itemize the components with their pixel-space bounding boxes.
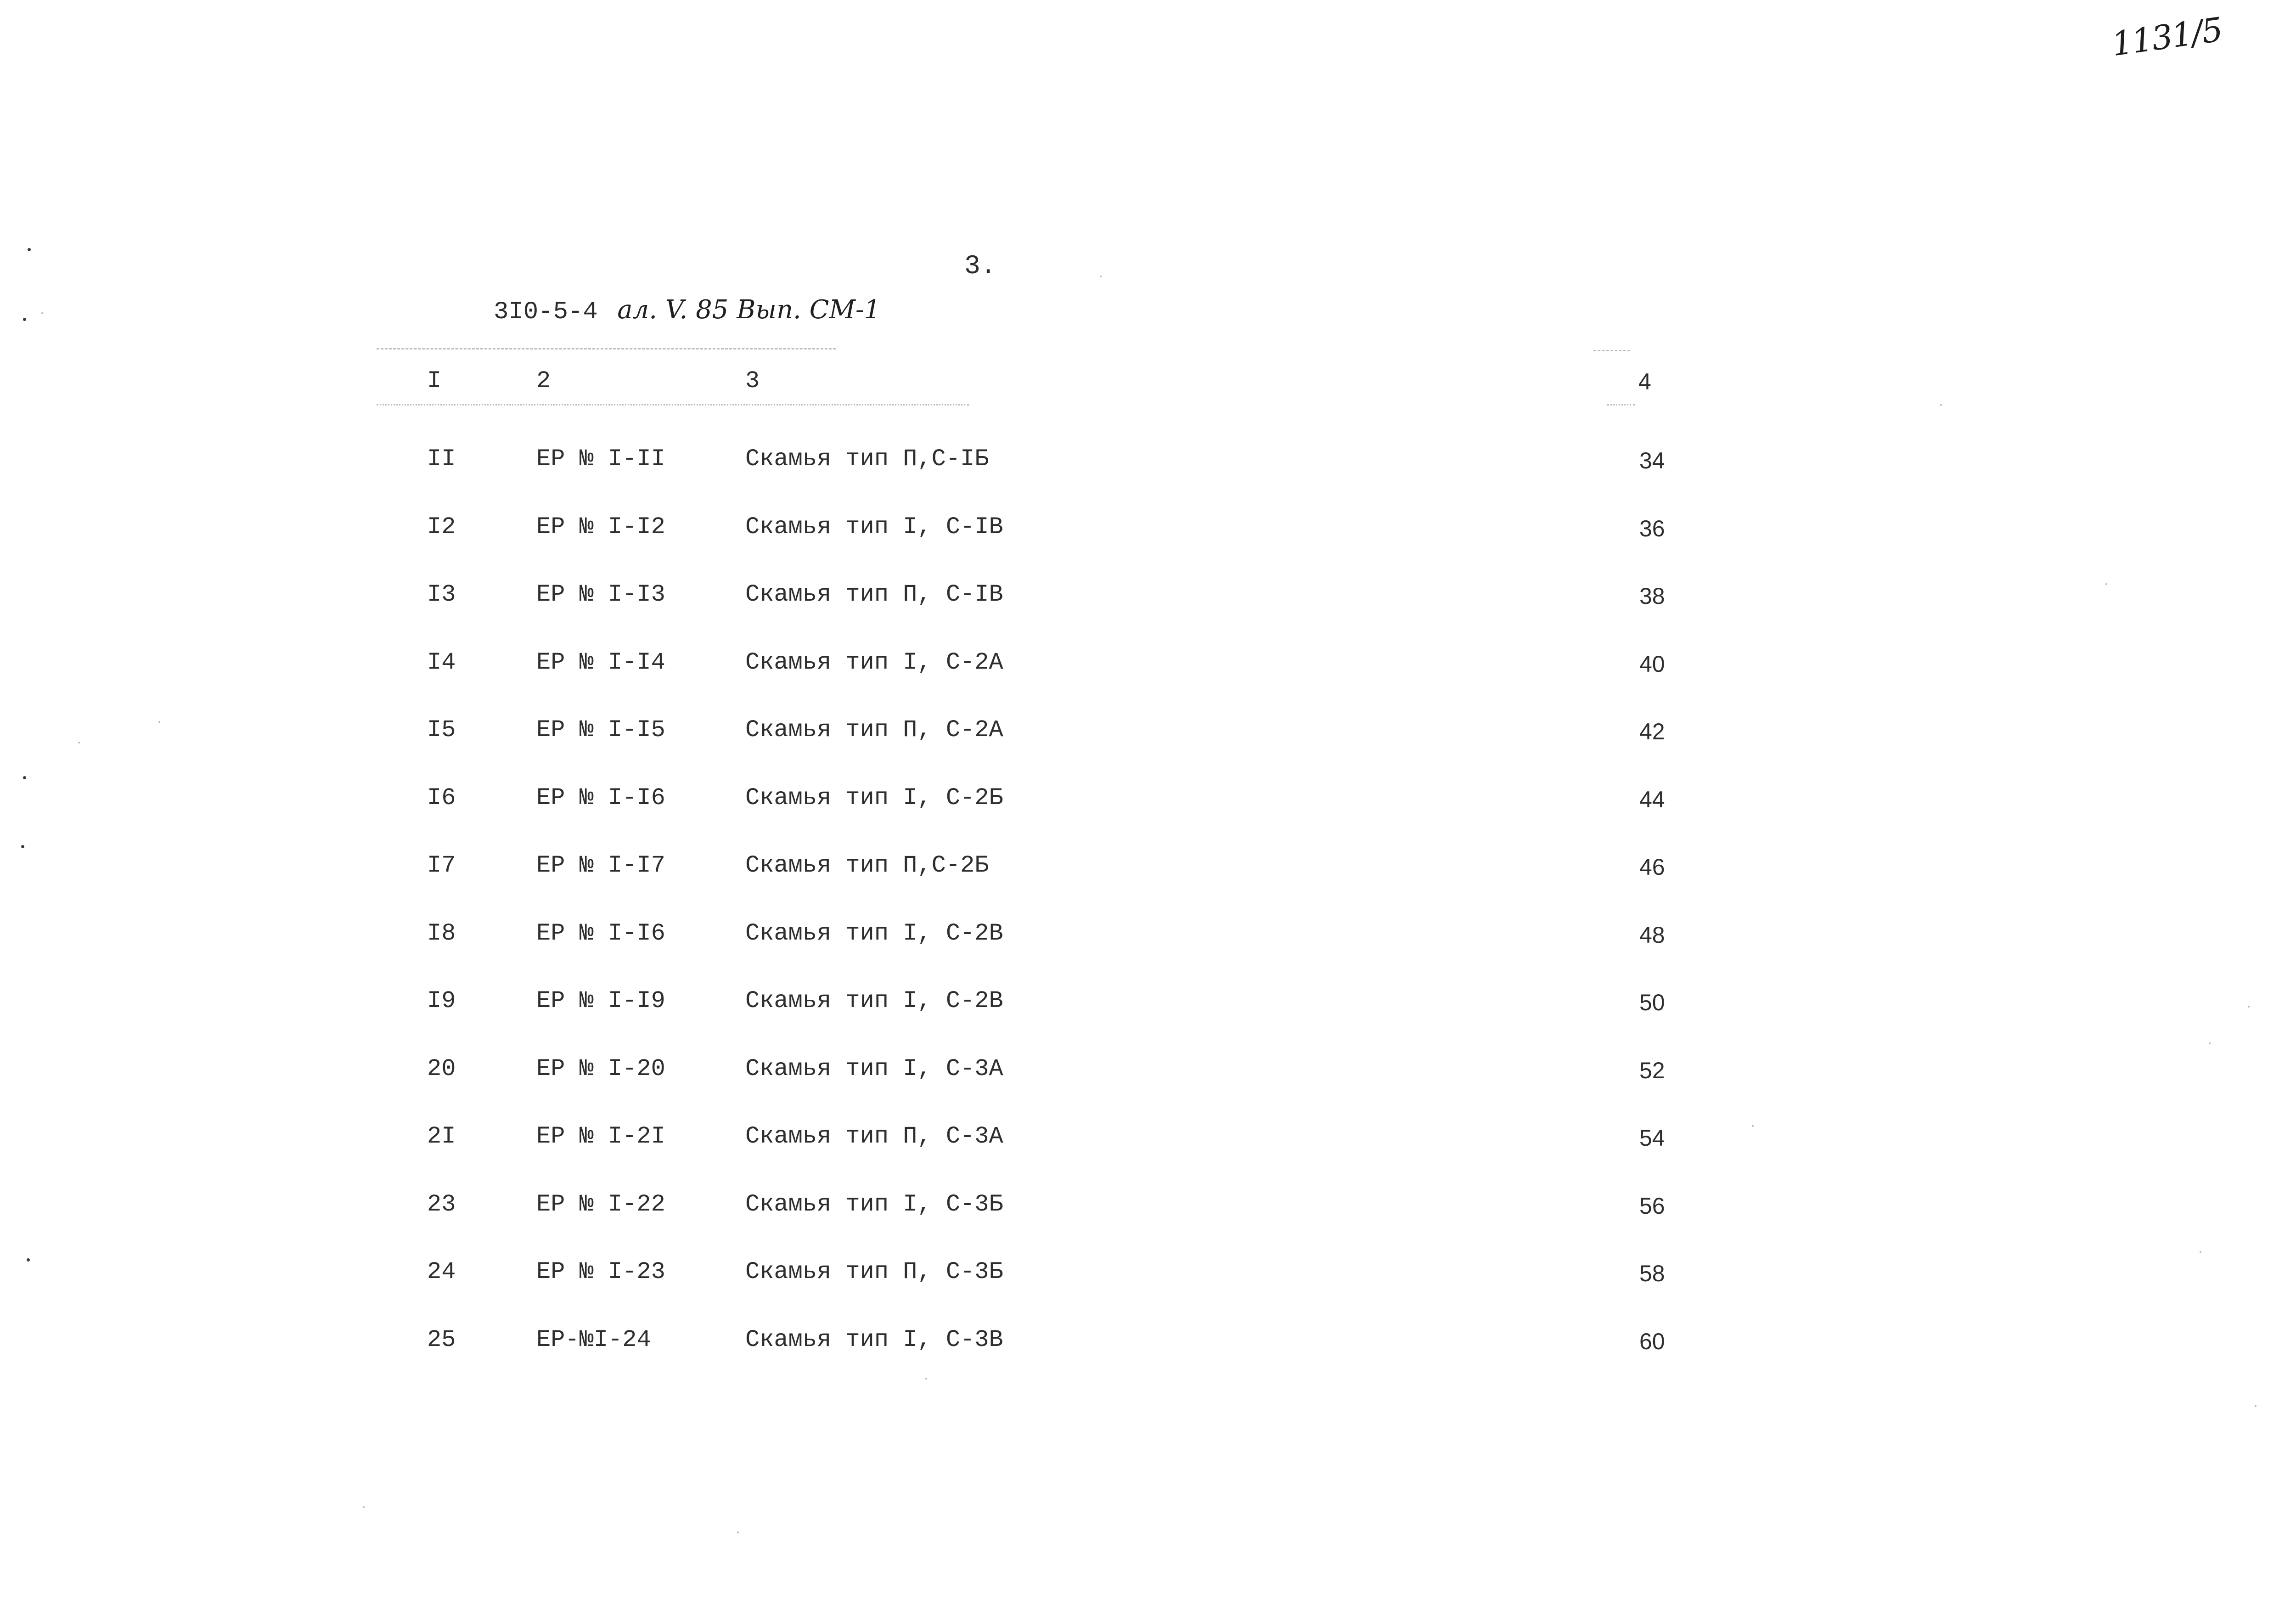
- scan-speck: [41, 312, 43, 314]
- row-page: 44: [1639, 787, 1665, 812]
- row-number: II: [427, 445, 456, 473]
- row-reference: ЕР № I-22: [536, 1191, 665, 1218]
- scan-speck: [925, 1378, 927, 1380]
- row-reference: ЕР № I-I5: [536, 716, 665, 743]
- row-description: Скамья тип I, С-IВ: [745, 513, 1003, 541]
- scan-speck: [23, 776, 26, 779]
- row-number: I7: [427, 852, 456, 879]
- row-page: 42: [1639, 719, 1665, 744]
- row-description: Скамья тип П, С-2А: [745, 716, 1003, 743]
- row-number: I2: [427, 513, 456, 541]
- row-description: Скамья тип I, С-2В: [745, 987, 1003, 1014]
- row-page: 46: [1639, 854, 1665, 880]
- scan-speck: [27, 1258, 30, 1261]
- row-description: Скамья тип П,С-IБ: [745, 445, 989, 473]
- row-description: Скамья тип П, С-3Б: [745, 1258, 1003, 1285]
- row-description: Скамья тип I, С-2А: [745, 649, 1003, 676]
- row-page: 52: [1639, 1058, 1665, 1083]
- row-page: 38: [1639, 583, 1665, 609]
- document-code-printed: 3I0-5-4: [494, 298, 598, 326]
- row-description: Скамья тип П, С-IВ: [745, 581, 1003, 608]
- row-description: Скамья тип I, С-3В: [745, 1326, 1003, 1353]
- row-number: I5: [427, 716, 456, 743]
- row-reference: ЕР № I-20: [536, 1055, 665, 1082]
- header-col-2: 2: [536, 367, 551, 394]
- row-reference: ЕР № I-I6: [536, 920, 665, 947]
- row-page: 54: [1639, 1125, 1665, 1151]
- scan-speck: [2255, 1405, 2257, 1407]
- row-number: 25: [427, 1326, 456, 1353]
- row-page: 48: [1639, 922, 1665, 948]
- row-number: 23: [427, 1191, 456, 1218]
- top-rule-right: [1593, 350, 1630, 351]
- row-number: I4: [427, 649, 456, 676]
- scan-speck: [1100, 276, 1102, 277]
- row-number: I8: [427, 920, 456, 947]
- row-reference: ЕР № I-I6: [536, 784, 665, 811]
- row-description: Скамья тип I, С-2Б: [745, 784, 1003, 811]
- document-code: [494, 295, 880, 326]
- top-rule: [377, 348, 836, 349]
- row-reference: ЕР № I-I4: [536, 649, 665, 676]
- row-page: 60: [1639, 1329, 1665, 1354]
- row-reference: ЕР № I-23: [536, 1258, 665, 1285]
- scan-speck: [2248, 1006, 2250, 1008]
- row-reference: ЕР № I-I3: [536, 581, 665, 608]
- row-reference: ЕР № I-I9: [536, 987, 665, 1014]
- scan-speck: [1752, 1125, 1754, 1127]
- header-rule-right: [1607, 404, 1635, 405]
- row-description: Скамья тип П, С-3А: [745, 1123, 1003, 1150]
- row-description: Скамья тип П,С-2Б: [745, 852, 989, 879]
- header-col-1: I: [427, 367, 442, 394]
- scan-speck: [2200, 1251, 2201, 1253]
- row-page: 36: [1639, 516, 1665, 541]
- row-number: I6: [427, 784, 456, 811]
- scan-speck: [737, 1532, 739, 1533]
- header-col-3: 3: [745, 367, 760, 394]
- scan-speck: [1940, 404, 1942, 406]
- row-description: Скамья тип I, С-3А: [745, 1055, 1003, 1082]
- scan-speck: [78, 742, 80, 743]
- scan-speck: [2209, 1042, 2211, 1044]
- scan-speck: [28, 248, 31, 251]
- row-description: Скамья тип I, С-3Б: [745, 1191, 1003, 1218]
- row-number: I3: [427, 581, 456, 608]
- header-col-4: 4: [1638, 369, 1651, 394]
- sheet-number-handwritten: 1131/5: [2109, 10, 2224, 64]
- scan-speck: [158, 721, 160, 723]
- row-reference: ЕР № I-2I: [536, 1123, 665, 1150]
- row-number: 24: [427, 1258, 456, 1285]
- row-page: 56: [1639, 1193, 1665, 1219]
- scan-speck: [23, 318, 26, 321]
- row-reference: ЕР № I-I7: [536, 852, 665, 879]
- row-number: 2I: [427, 1123, 456, 1150]
- row-reference: ЕР-№I-24: [536, 1326, 651, 1353]
- row-page: 58: [1639, 1261, 1665, 1286]
- row-page: 50: [1639, 990, 1665, 1015]
- row-number: I9: [427, 987, 456, 1014]
- row-page: 34: [1639, 448, 1665, 473]
- row-number: 20: [427, 1055, 456, 1082]
- row-page: 40: [1639, 651, 1665, 677]
- row-description: Скамья тип I, С-2В: [745, 920, 1003, 947]
- scan-speck: [2105, 583, 2107, 585]
- row-reference: ЕР № I-I2: [536, 513, 665, 541]
- scan-speck: [21, 845, 24, 848]
- page-number: 3.: [964, 252, 996, 282]
- scan-speck: [363, 1506, 365, 1508]
- row-reference: ЕР № I-II: [536, 445, 665, 473]
- document-code-handwritten: ал. V. 85 Вып. СМ-1: [617, 295, 881, 325]
- header-rule: [377, 404, 969, 405]
